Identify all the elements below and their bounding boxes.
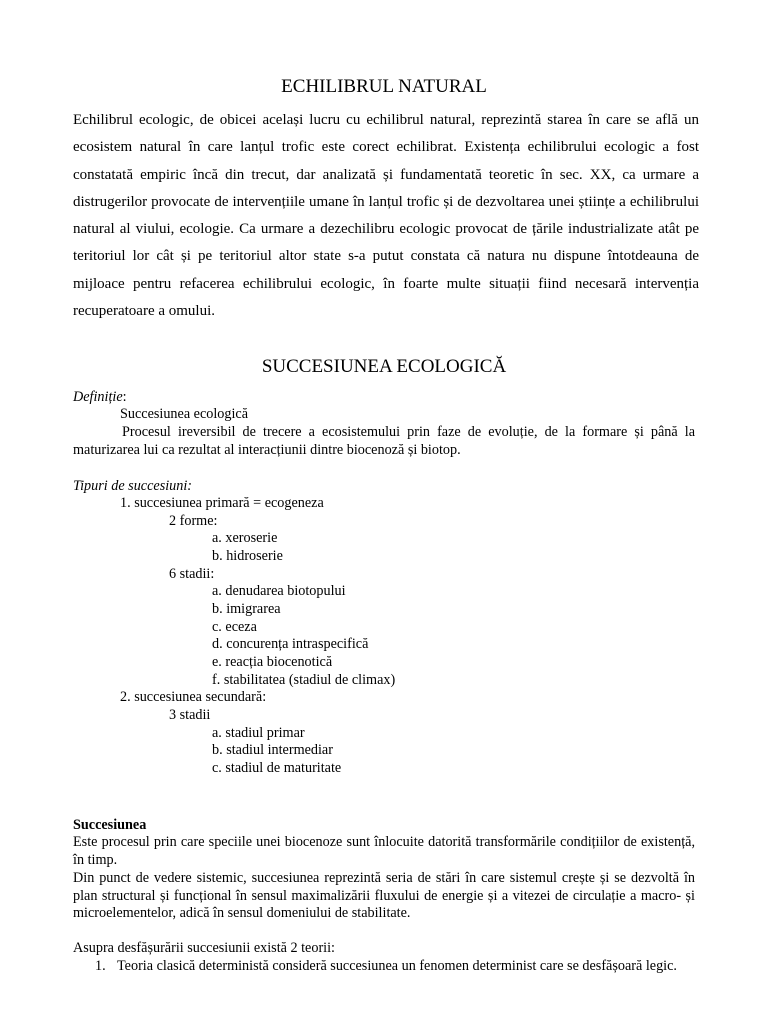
definition-colon: : bbox=[122, 389, 127, 405]
list-item: a. stadiul primar bbox=[212, 724, 305, 741]
list-item-text: Teoria clasică deterministă consideră succesiunea un fenomen determinist care se desfășoară legic. bbox=[117, 958, 677, 974]
list-item: f. stabilitatea (stadiul de climax) bbox=[212, 671, 396, 688]
definition-body: Procesul ireversibil de trecere a ecosistemului prin faze de evoluție, de la formare și până la maturizarea lui ca rezultat al interacțiunii dintre biocenoză și biotop. bbox=[73, 424, 695, 458]
list-item: a. xeroserie bbox=[212, 530, 278, 547]
list-item: 1. succesiunea primară = ecogeneza bbox=[120, 495, 324, 511]
types-label: Tipuri de succesiuni: bbox=[73, 478, 193, 494]
list-item: 2 forme: bbox=[169, 512, 218, 529]
definition-text bbox=[73, 424, 695, 459]
list-item: d. concurența intraspecifică bbox=[212, 636, 369, 653]
list-item: b. hidroserie bbox=[212, 547, 283, 564]
list-item: a. denudarea biotopului bbox=[212, 583, 346, 600]
page-title-echilibrul: ECHILIBRUL NATURAL bbox=[281, 76, 487, 97]
definition-label-text: Definiție bbox=[73, 389, 123, 405]
list-item: b. stadiul intermediar bbox=[212, 742, 333, 759]
list-item bbox=[73, 958, 695, 976]
succesiunea-paragraph-1: Este procesul prin care speciile unei biocenoze sunt înlocuite datorită transformările condițiilor de existență, în timp. bbox=[73, 834, 695, 868]
teorii-intro: Asupra desfășurării succesiunii există 2 teorii: bbox=[73, 940, 335, 956]
succesiunea-paragraph-2: Din punct de vedere sistemic, succesiunea reprezintă seria de stări în care sistemul crește și se dezvoltă în plan structural și funcțional în sensul maximalizării fluxului de energie și a vitezei de circulație a macro- și microelementelor, adică în sensul domeniului de stabilitate. bbox=[73, 870, 695, 922]
list-item: 2. succesiunea secundară: bbox=[120, 689, 267, 706]
list-item: b. imigrarea bbox=[212, 600, 281, 617]
list-item: 3 stadii bbox=[169, 706, 211, 723]
teorii-list bbox=[73, 958, 695, 976]
list-item: 6 stadii: bbox=[169, 565, 215, 582]
intro-paragraph: Echilibrul ecologic, de obicei același lucru cu echilibrul natural, reprezintă starea în care se află un ecosistem natural în care lanțul trofic este corect echilibrat. Existența echilibrului ecologic a fost constatată empiric încă din trecut, dar analizată și fundamentată teoretic în sec. XX, ca urmare a distrugerilor provocate de intervențiile umane în lanțul trofic și de dezvoltarea unei științe a echilibrului natural al viului, ecologie. Ca urmare a dezechilibru ecologic provocat de țările industrializate atât pe teritoriul lor cât și pe teritoriul altor state s-a putut constata că natura nu dispune întotdeauna de mijloace pentru refacerea echilibrului ecologic, în foarte multe situații fiind necesară intervenția recuperatoare a omului. bbox=[73, 112, 699, 320]
definition-term: Succesiunea ecologică bbox=[120, 406, 249, 422]
list-item: c. stadiul de maturitate bbox=[212, 759, 342, 776]
succesiunea-heading: Succesiunea bbox=[73, 817, 147, 833]
section-title-succesiunea: SUCCESIUNEA ECOLOGICĂ bbox=[261, 356, 507, 377]
types-list bbox=[0, 495, 768, 778]
definition-label bbox=[73, 389, 695, 407]
list-number: 1. bbox=[95, 958, 106, 974]
list-item: e. reacția biocenotică bbox=[212, 653, 333, 670]
list-item: c. eceza bbox=[212, 618, 257, 635]
